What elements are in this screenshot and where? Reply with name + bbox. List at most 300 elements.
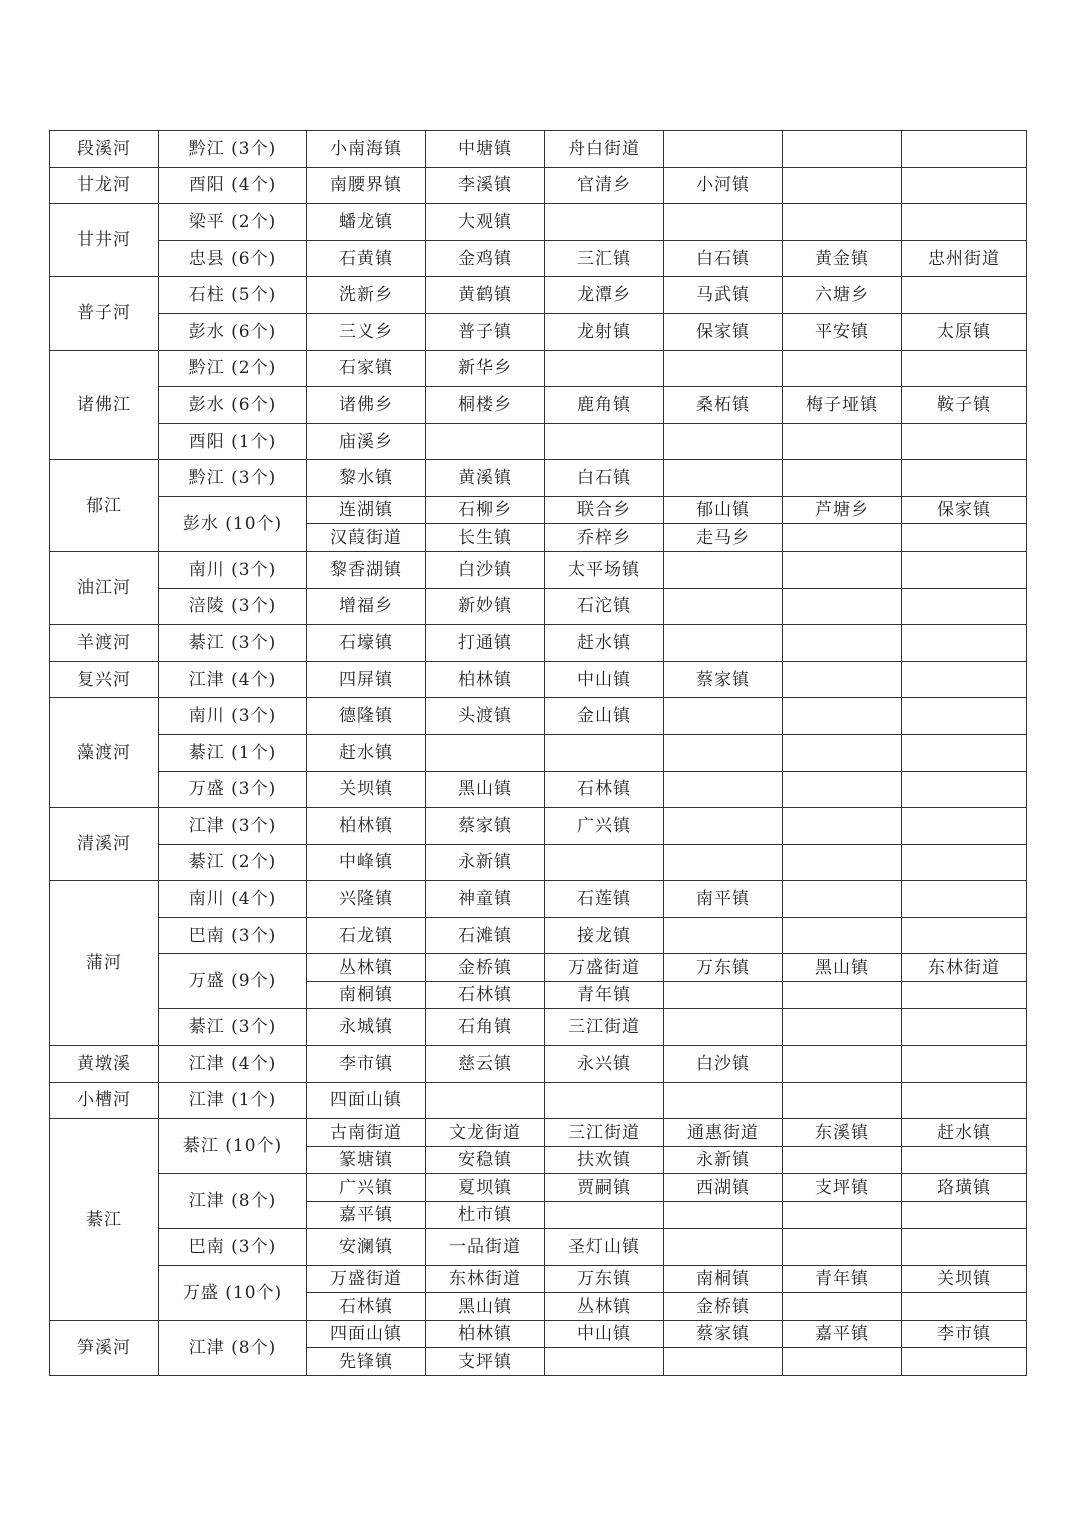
district-cell: 彭水 (6个) xyxy=(159,313,307,350)
table-row xyxy=(50,917,1027,954)
town-cell: 嘉平镇 xyxy=(783,1320,902,1348)
table-row xyxy=(50,734,1027,771)
town-cell: 古南街道 xyxy=(307,1119,426,1147)
town-cell: 大观镇 xyxy=(426,204,545,241)
town-cell: 庙溪乡 xyxy=(307,423,426,460)
town-cell xyxy=(664,588,783,625)
town-cell: 普子镇 xyxy=(426,313,545,350)
town-cell: 青年镇 xyxy=(783,1265,902,1293)
district-cell: 涪陵 (3个) xyxy=(159,588,307,625)
town-cell xyxy=(545,844,664,881)
town-cell xyxy=(783,1146,902,1174)
town-cell: 石黄镇 xyxy=(307,240,426,277)
town-cell xyxy=(664,1082,783,1119)
town-cell xyxy=(902,1009,1027,1046)
town-cell xyxy=(664,625,783,662)
town-cell: 芦塘乡 xyxy=(783,496,902,524)
town-cell xyxy=(783,981,902,1009)
town-cell: 圣灯山镇 xyxy=(545,1229,664,1266)
town-cell: 广兴镇 xyxy=(545,808,664,845)
town-cell: 黎水镇 xyxy=(307,460,426,497)
town-cell xyxy=(783,625,902,662)
town-cell: 石莲镇 xyxy=(545,881,664,918)
town-cell: 慈云镇 xyxy=(426,1046,545,1083)
district-cell: 彭水 (10个) xyxy=(159,496,307,551)
table-row xyxy=(50,551,1027,588)
town-cell xyxy=(902,771,1027,808)
town-cell xyxy=(902,881,1027,918)
town-cell: 石林镇 xyxy=(545,771,664,808)
table-row xyxy=(50,1265,1027,1293)
town-cell: 贾嗣镇 xyxy=(545,1174,664,1202)
town-cell: 小河镇 xyxy=(664,167,783,204)
town-cell: 官清乡 xyxy=(545,167,664,204)
town-cell: 万东镇 xyxy=(545,1265,664,1293)
town-cell xyxy=(902,1201,1027,1229)
town-cell xyxy=(902,524,1027,552)
town-cell: 神童镇 xyxy=(426,881,545,918)
table-row xyxy=(50,277,1027,314)
town-cell: 南桐镇 xyxy=(307,981,426,1009)
town-cell xyxy=(902,460,1027,497)
town-cell xyxy=(902,661,1027,698)
table-row xyxy=(50,240,1027,277)
table-row xyxy=(50,698,1027,735)
town-cell xyxy=(902,1082,1027,1119)
town-cell: 打通镇 xyxy=(426,625,545,662)
town-cell: 白石镇 xyxy=(545,460,664,497)
district-cell: 黔江 (3个) xyxy=(159,460,307,497)
town-cell: 中塘镇 xyxy=(426,131,545,168)
town-cell: 小南海镇 xyxy=(307,131,426,168)
district-cell: 酉阳 (1个) xyxy=(159,423,307,460)
town-cell: 黑山镇 xyxy=(426,1293,545,1321)
town-cell xyxy=(783,1201,902,1229)
town-cell: 南腰界镇 xyxy=(307,167,426,204)
town-cell: 通惠街道 xyxy=(664,1119,783,1147)
town-cell: 南桐镇 xyxy=(664,1265,783,1293)
town-cell xyxy=(783,1082,902,1119)
town-cell: 石龙镇 xyxy=(307,917,426,954)
town-cell: 珞璜镇 xyxy=(902,1174,1027,1202)
town-cell: 先锋镇 xyxy=(307,1348,426,1376)
town-cell: 汉葭街道 xyxy=(307,524,426,552)
table-row xyxy=(50,313,1027,350)
town-cell xyxy=(902,808,1027,845)
town-cell: 桑柘镇 xyxy=(664,387,783,424)
town-cell xyxy=(664,423,783,460)
town-cell: 扶欢镇 xyxy=(545,1146,664,1174)
town-cell: 乔梓乡 xyxy=(545,524,664,552)
river-name-cell: 羊渡河 xyxy=(50,625,159,662)
town-cell: 金山镇 xyxy=(545,698,664,735)
district-cell: 梁平 (2个) xyxy=(159,204,307,241)
town-cell: 永新镇 xyxy=(426,844,545,881)
town-cell xyxy=(783,131,902,168)
town-cell: 鞍子镇 xyxy=(902,387,1027,424)
town-cell: 龙潭乡 xyxy=(545,277,664,314)
district-cell: 江津 (4个) xyxy=(159,1046,307,1083)
town-cell xyxy=(902,1046,1027,1083)
town-cell xyxy=(664,808,783,845)
table-row xyxy=(50,496,1027,524)
district-cell: 忠县 (6个) xyxy=(159,240,307,277)
town-cell: 关坝镇 xyxy=(902,1265,1027,1293)
town-cell xyxy=(545,204,664,241)
town-cell xyxy=(902,981,1027,1009)
town-cell: 太原镇 xyxy=(902,313,1027,350)
town-cell: 金桥镇 xyxy=(426,954,545,982)
district-cell: 綦江 (3个) xyxy=(159,1009,307,1046)
town-cell xyxy=(783,808,902,845)
table-row xyxy=(50,771,1027,808)
district-cell: 黔江 (2个) xyxy=(159,350,307,387)
town-cell xyxy=(664,460,783,497)
town-cell: 赶水镇 xyxy=(307,734,426,771)
town-cell: 黑山镇 xyxy=(426,771,545,808)
town-cell xyxy=(545,1201,664,1229)
town-cell: 石林镇 xyxy=(426,981,545,1009)
town-cell: 青年镇 xyxy=(545,981,664,1009)
river-name-cell: 甘井河 xyxy=(50,204,159,277)
district-cell: 江津 (4个) xyxy=(159,661,307,698)
town-cell: 关坝镇 xyxy=(307,771,426,808)
town-cell: 黄溪镇 xyxy=(426,460,545,497)
table-row xyxy=(50,625,1027,662)
town-cell xyxy=(902,1229,1027,1266)
town-cell xyxy=(783,881,902,918)
town-cell xyxy=(902,1348,1027,1376)
town-cell: 李市镇 xyxy=(307,1046,426,1083)
town-cell: 白石镇 xyxy=(664,240,783,277)
district-cell: 江津 (3个) xyxy=(159,808,307,845)
town-cell: 万东镇 xyxy=(664,954,783,982)
town-cell xyxy=(545,350,664,387)
town-cell: 安稳镇 xyxy=(426,1146,545,1174)
town-cell: 永新镇 xyxy=(664,1146,783,1174)
river-town-table xyxy=(49,130,1027,1376)
town-cell: 黑山镇 xyxy=(783,954,902,982)
town-cell xyxy=(545,1082,664,1119)
table-row xyxy=(50,808,1027,845)
table-row xyxy=(50,167,1027,204)
town-cell: 白沙镇 xyxy=(664,1046,783,1083)
town-cell: 忠州街道 xyxy=(902,240,1027,277)
town-cell: 东溪镇 xyxy=(783,1119,902,1147)
river-name-cell: 诸佛江 xyxy=(50,350,159,460)
river-name-cell: 綦江 xyxy=(50,1119,159,1321)
town-cell xyxy=(783,1229,902,1266)
town-cell: 中峰镇 xyxy=(307,844,426,881)
town-cell xyxy=(664,981,783,1009)
town-cell xyxy=(902,551,1027,588)
town-cell xyxy=(902,588,1027,625)
town-cell xyxy=(664,551,783,588)
town-cell xyxy=(545,1348,664,1376)
river-name-cell: 段溪河 xyxy=(50,131,159,168)
town-cell: 支坪镇 xyxy=(426,1348,545,1376)
district-cell: 南川 (3个) xyxy=(159,551,307,588)
town-cell xyxy=(664,698,783,735)
district-cell: 綦江 (1个) xyxy=(159,734,307,771)
town-cell: 增福乡 xyxy=(307,588,426,625)
town-cell xyxy=(783,423,902,460)
table-row xyxy=(50,387,1027,424)
town-cell: 马武镇 xyxy=(664,277,783,314)
town-cell xyxy=(664,131,783,168)
river-name-cell: 藻渡河 xyxy=(50,698,159,808)
town-cell: 西湖镇 xyxy=(664,1174,783,1202)
town-cell xyxy=(783,771,902,808)
table-row xyxy=(50,1082,1027,1119)
town-cell xyxy=(545,734,664,771)
table-row xyxy=(50,131,1027,168)
town-cell: 三汇镇 xyxy=(545,240,664,277)
town-cell: 金桥镇 xyxy=(664,1293,783,1321)
district-cell: 黔江 (3个) xyxy=(159,131,307,168)
town-cell xyxy=(902,844,1027,881)
town-cell: 接龙镇 xyxy=(545,917,664,954)
table-row xyxy=(50,588,1027,625)
district-cell: 綦江 (10个) xyxy=(159,1119,307,1174)
district-cell: 彭水 (6个) xyxy=(159,387,307,424)
district-cell: 万盛 (10个) xyxy=(159,1265,307,1320)
town-cell xyxy=(783,167,902,204)
district-cell: 石柱 (5个) xyxy=(159,277,307,314)
town-cell xyxy=(664,1348,783,1376)
town-cell xyxy=(664,917,783,954)
district-cell: 南川 (4个) xyxy=(159,881,307,918)
town-cell: 柏林镇 xyxy=(426,1320,545,1348)
table-row xyxy=(50,350,1027,387)
river-name-cell: 笋溪河 xyxy=(50,1320,159,1375)
town-cell: 石林镇 xyxy=(307,1293,426,1321)
town-cell xyxy=(902,204,1027,241)
town-cell: 舟白街道 xyxy=(545,131,664,168)
table-row xyxy=(50,1320,1027,1348)
town-cell: 丛林镇 xyxy=(307,954,426,982)
town-cell xyxy=(426,1082,545,1119)
town-cell: 南平镇 xyxy=(664,881,783,918)
town-cell: 三江街道 xyxy=(545,1119,664,1147)
town-cell: 广兴镇 xyxy=(307,1174,426,1202)
table-row xyxy=(50,1046,1027,1083)
town-cell xyxy=(426,423,545,460)
town-cell: 一品街道 xyxy=(426,1229,545,1266)
town-cell xyxy=(902,423,1027,460)
town-cell: 石柳乡 xyxy=(426,496,545,524)
town-cell: 金鸡镇 xyxy=(426,240,545,277)
town-cell: 头渡镇 xyxy=(426,698,545,735)
town-cell: 东林街道 xyxy=(426,1265,545,1293)
table-row xyxy=(50,1229,1027,1266)
town-cell: 中山镇 xyxy=(545,1320,664,1348)
town-cell: 杜市镇 xyxy=(426,1201,545,1229)
town-cell: 李溪镇 xyxy=(426,167,545,204)
town-cell: 黄金镇 xyxy=(783,240,902,277)
district-cell: 江津 (8个) xyxy=(159,1174,307,1229)
town-cell: 鹿角镇 xyxy=(545,387,664,424)
town-cell: 石沱镇 xyxy=(545,588,664,625)
town-cell: 支坪镇 xyxy=(783,1174,902,1202)
town-cell: 中山镇 xyxy=(545,661,664,698)
town-cell xyxy=(664,771,783,808)
table-row xyxy=(50,1009,1027,1046)
town-cell: 永城镇 xyxy=(307,1009,426,1046)
town-cell: 篆塘镇 xyxy=(307,1146,426,1174)
town-cell: 蔡家镇 xyxy=(426,808,545,845)
table-row xyxy=(50,954,1027,982)
town-cell xyxy=(426,734,545,771)
town-cell: 六塘乡 xyxy=(783,277,902,314)
table-row xyxy=(50,844,1027,881)
town-cell xyxy=(664,350,783,387)
town-cell: 李市镇 xyxy=(902,1320,1027,1348)
town-cell xyxy=(783,844,902,881)
river-name-cell: 小槽河 xyxy=(50,1082,159,1119)
town-cell: 诸佛乡 xyxy=(307,387,426,424)
town-cell: 文龙街道 xyxy=(426,1119,545,1147)
town-cell: 太平场镇 xyxy=(545,551,664,588)
town-cell: 万盛街道 xyxy=(307,1265,426,1293)
town-cell xyxy=(783,204,902,241)
town-cell: 柏林镇 xyxy=(307,808,426,845)
town-cell: 蔡家镇 xyxy=(664,661,783,698)
district-cell: 万盛 (9个) xyxy=(159,954,307,1009)
table-row xyxy=(50,661,1027,698)
town-cell: 四面山镇 xyxy=(307,1082,426,1119)
town-cell xyxy=(902,734,1027,771)
town-cell: 赶水镇 xyxy=(902,1119,1027,1147)
town-cell xyxy=(902,625,1027,662)
town-cell xyxy=(783,524,902,552)
district-cell: 綦江 (3个) xyxy=(159,625,307,662)
town-cell: 四面山镇 xyxy=(307,1320,426,1348)
town-cell xyxy=(664,734,783,771)
table-row xyxy=(50,881,1027,918)
town-cell xyxy=(783,460,902,497)
town-cell xyxy=(902,698,1027,735)
town-cell: 兴隆镇 xyxy=(307,881,426,918)
district-cell: 万盛 (3个) xyxy=(159,771,307,808)
town-cell xyxy=(902,277,1027,314)
town-cell xyxy=(783,350,902,387)
town-cell xyxy=(664,1009,783,1046)
town-cell: 四屏镇 xyxy=(307,661,426,698)
town-cell xyxy=(783,1348,902,1376)
table-row xyxy=(50,1174,1027,1202)
town-cell xyxy=(664,1229,783,1266)
town-cell: 龙射镇 xyxy=(545,313,664,350)
town-cell xyxy=(783,1293,902,1321)
town-cell: 蔡家镇 xyxy=(664,1320,783,1348)
town-cell: 新妙镇 xyxy=(426,588,545,625)
town-cell: 平安镇 xyxy=(783,313,902,350)
town-cell xyxy=(545,423,664,460)
town-cell: 柏林镇 xyxy=(426,661,545,698)
town-cell: 永兴镇 xyxy=(545,1046,664,1083)
district-cell: 巴南 (3个) xyxy=(159,1229,307,1266)
town-cell: 丛林镇 xyxy=(545,1293,664,1321)
table-row xyxy=(50,460,1027,497)
town-cell: 联合乡 xyxy=(545,496,664,524)
town-cell: 嘉平镇 xyxy=(307,1201,426,1229)
town-cell: 白沙镇 xyxy=(426,551,545,588)
river-name-cell: 郁江 xyxy=(50,460,159,552)
town-cell xyxy=(783,551,902,588)
town-cell: 石滩镇 xyxy=(426,917,545,954)
table-row xyxy=(50,1119,1027,1147)
town-cell xyxy=(664,844,783,881)
town-cell: 长生镇 xyxy=(426,524,545,552)
town-cell xyxy=(783,1009,902,1046)
river-name-cell: 复兴河 xyxy=(50,661,159,698)
river-name-cell: 蒲河 xyxy=(50,881,159,1046)
district-cell: 江津 (1个) xyxy=(159,1082,307,1119)
district-cell: 南川 (3个) xyxy=(159,698,307,735)
town-cell xyxy=(783,698,902,735)
town-cell: 夏坝镇 xyxy=(426,1174,545,1202)
town-cell xyxy=(902,167,1027,204)
town-cell: 洗新乡 xyxy=(307,277,426,314)
town-cell: 新华乡 xyxy=(426,350,545,387)
town-cell: 安澜镇 xyxy=(307,1229,426,1266)
town-cell xyxy=(783,734,902,771)
district-cell: 巴南 (3个) xyxy=(159,917,307,954)
river-name-cell: 清溪河 xyxy=(50,808,159,881)
town-cell: 石壕镇 xyxy=(307,625,426,662)
town-cell: 走马乡 xyxy=(664,524,783,552)
town-cell: 三江街道 xyxy=(545,1009,664,1046)
river-name-cell: 黄墩溪 xyxy=(50,1046,159,1083)
town-cell: 黎香湖镇 xyxy=(307,551,426,588)
town-cell: 石角镇 xyxy=(426,1009,545,1046)
town-cell xyxy=(902,131,1027,168)
river-name-cell: 甘龙河 xyxy=(50,167,159,204)
town-cell: 保家镇 xyxy=(902,496,1027,524)
town-cell: 万盛街道 xyxy=(545,954,664,982)
town-cell xyxy=(783,588,902,625)
town-cell: 东林街道 xyxy=(902,954,1027,982)
town-cell: 保家镇 xyxy=(664,313,783,350)
town-cell: 三义乡 xyxy=(307,313,426,350)
town-cell xyxy=(783,661,902,698)
town-cell xyxy=(902,917,1027,954)
town-cell xyxy=(783,917,902,954)
town-cell: 蟠龙镇 xyxy=(307,204,426,241)
table-row xyxy=(50,423,1027,460)
town-cell xyxy=(902,1293,1027,1321)
town-cell: 德隆镇 xyxy=(307,698,426,735)
table-row xyxy=(50,204,1027,241)
town-cell xyxy=(664,1201,783,1229)
river-name-cell: 普子河 xyxy=(50,277,159,350)
town-cell: 石家镇 xyxy=(307,350,426,387)
river-name-cell: 油江河 xyxy=(50,551,159,624)
town-cell xyxy=(902,350,1027,387)
town-cell: 连湖镇 xyxy=(307,496,426,524)
town-cell: 黄鹤镇 xyxy=(426,277,545,314)
district-cell: 綦江 (2个) xyxy=(159,844,307,881)
district-cell: 酉阳 (4个) xyxy=(159,167,307,204)
town-cell xyxy=(664,204,783,241)
town-cell: 赶水镇 xyxy=(545,625,664,662)
town-cell: 郁山镇 xyxy=(664,496,783,524)
district-cell: 江津 (8个) xyxy=(159,1320,307,1375)
town-cell: 梅子垭镇 xyxy=(783,387,902,424)
town-cell xyxy=(783,1046,902,1083)
town-cell xyxy=(902,1146,1027,1174)
